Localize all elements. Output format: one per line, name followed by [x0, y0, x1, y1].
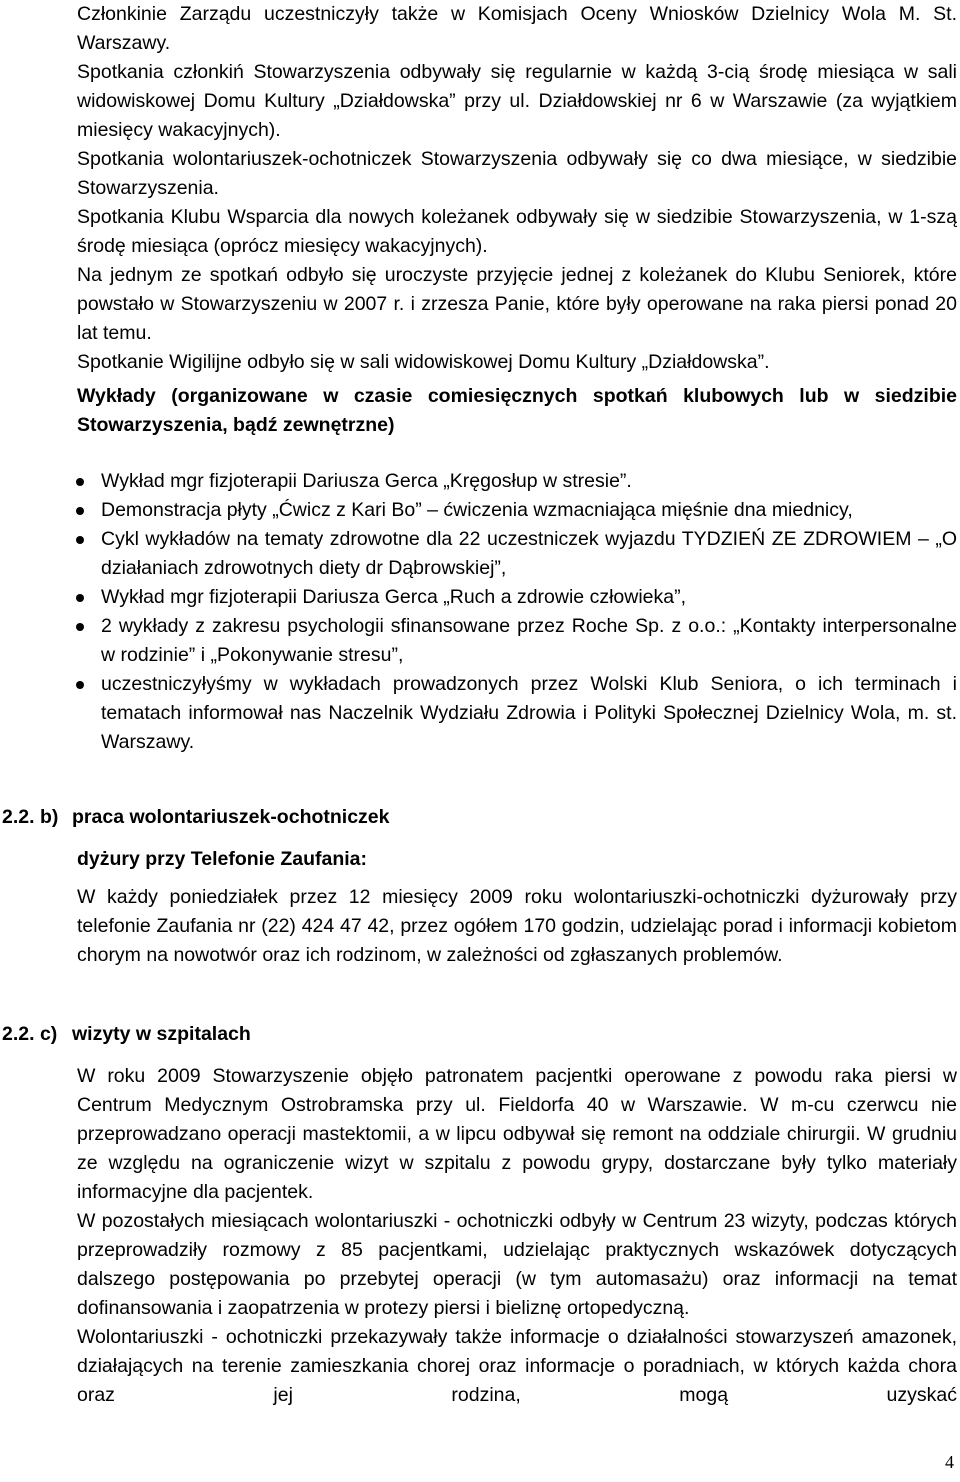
bullet-icon [76, 623, 84, 631]
section-b-paragraph: W każdy poniedziałek przez 12 miesięcy 2009 roku wolontariuszki-ochotniczki dyżurowały przy telefonie Zaufania nr (22) 424 47 42, przez ogółem 170 godzin, udzielając porad i informacji kobietom chorym na nowotwór oraz ich rodzinom, w zależności od zgłaszanych problemów. [77, 886, 957, 966]
section-c-paragraph: W pozostałych miesiącach wolontariuszki - ochotniczki odbyły w Centrum 23 wizyty, podczas których przeprowadziły rozmowy z 85 pacjentkami, udzielając praktycznych wskazówek dotyczących dalszego postępowania po przebytej operacji (w tym automasażu) oraz informacji na temat dofinansowania i zaopatrzenia w protezy piersi i bieliznę ortopedyczną. [77, 1210, 957, 1319]
section-b-title-text: praca wolontariuszek-ochotniczek [72, 806, 390, 828]
intro-paragraph: Spotkania członkiń Stowarzyszenia odbywały się regularnie w każdą 3-cią środę miesiąca w sali widowiskowej Domu Kultury „Działdowska” przy ul. Działdowskiej nr 6 w Warszawie (za wyjątkiem miesięcy wakacyjnych). [77, 61, 957, 141]
list-item-text: Cykl wykładów na tematy zdrowotne dla 22 uczestniczek wyjazdu TYDZIEŃ ZE ZDROWIEM – „O działaniach zdrowotnych diety dr Dąbrowskiej”, [101, 528, 957, 579]
intro-paragraph: Spotkanie Wigilijne odbyło się w sali widowiskowej Domu Kultury „Działdowska”. [77, 351, 770, 373]
list-item [77, 496, 957, 525]
intro-paragraph: Spotkania wolontariuszek-ochotniczek Stowarzyszenia odbywały się co dwa miesiące, w siedzibie Stowarzyszenia. [77, 148, 957, 199]
intro-paragraph: Na jednym ze spotkań odbyło się uroczyste przyjęcie jednej z koleżanek do Klubu Seniorek, które powstało w Stowarzyszeniu w 2007 r. i zrzesza Panie, które były operowane na raka piersi ponad 20 lat temu. [77, 264, 957, 344]
section-b-number: 2.2. b) [2, 806, 59, 828]
section-c-paragraph: W roku 2009 Stowarzyszenie objęło patronatem pacjentki operowane z powodu raka piersi w Centrum Medycznym Ostrobramska przy ul. Fieldorfa 40 w Warszawie. W m-cu czerwcu nie przeprowadzano operacji mastektomii, a w lipcu odbywał się remont na oddziale chirurgii. W grudniu ze względu na ograniczenie wizyt w szpitalu z powodu grypy, dostarczane były tylko materiały informacyjne dla pacjentek. [77, 1065, 957, 1203]
bullet-icon [76, 478, 84, 486]
section-c-title [2, 1020, 251, 1049]
list-item [77, 583, 957, 612]
bullet-icon [76, 594, 84, 602]
lectures-heading: Wykłady (organizowane w czasie comiesięcznych spotkań klubowych lub w siedzibie Stowarzyszenia, bądź zewnętrzne) [77, 385, 957, 436]
list-item-text: uczestniczyłyśmy w wykładach prowadzonych przez Wolski Klub Seniora, o ich terminach i tematach informował nas Naczelnik Wydziału Zdrowia i Polityki Społecznej Dzielnicy Wola, m. st. Warszawy. [101, 673, 957, 753]
intro-section [77, 0, 957, 377]
bullet-icon [76, 507, 84, 515]
list-item-text: Demonstracja płyty „Ćwicz z Kari Bo” – ćwiczenia wzmacniająca mięśnie dna miednicy, [101, 499, 853, 521]
list-item [77, 467, 957, 496]
list-item [77, 670, 957, 757]
bullet-icon [76, 536, 84, 544]
list-item-text: 2 wykłady z zakresu psychologii sfinansowane przez Roche Sp. z o.o.: „Kontakty interpersonalne w rodzinie” i „Pokonywanie stresu”, [101, 615, 957, 666]
page-number: 4 [945, 1452, 954, 1472]
list-item [77, 525, 957, 583]
lectures-heading-block [77, 382, 957, 440]
list-item-text: Wykład mgr fizjoterapii Dariusza Gerca „Kręgosłup w stresie”. [101, 470, 632, 492]
section-b-subheading: dyżury przy Telefonie Zaufania: [77, 848, 368, 870]
section-c-paragraph: Wolontariuszki - ochotniczki przekazywały także informacje o działalności stowarzyszeń amazonek, działających na terenie zamieszkania chorej oraz informacje o poradniach, w których każda chora oraz jej rodzina, mogą uzyskać [77, 1326, 957, 1406]
list-item [77, 612, 957, 670]
section-c-number: 2.2. c) [2, 1023, 58, 1045]
section-b-body [77, 883, 957, 970]
list-item-text: Wykład mgr fizjoterapii Dariusza Gerca „Ruch a zdrowie człowieka”, [101, 586, 687, 608]
section-c-body [77, 1062, 957, 1410]
intro-paragraph: Spotkania Klubu Wsparcia dla nowych koleżanek odbywały się w siedzibie Stowarzyszenia, w 1-szą środę miesiąca (oprócz miesięcy wakacyjnych). [77, 206, 957, 257]
bullet-icon [76, 681, 84, 689]
lectures-list [77, 467, 957, 757]
intro-paragraph: Członkinie Zarządu uczestniczyły także w Komisjach Oceny Wniosków Dzielnicy Wola M. St. Warszawy. [77, 3, 957, 54]
section-b-title [2, 803, 390, 832]
section-c-title-text: wizyty w szpitalach [72, 1023, 251, 1045]
